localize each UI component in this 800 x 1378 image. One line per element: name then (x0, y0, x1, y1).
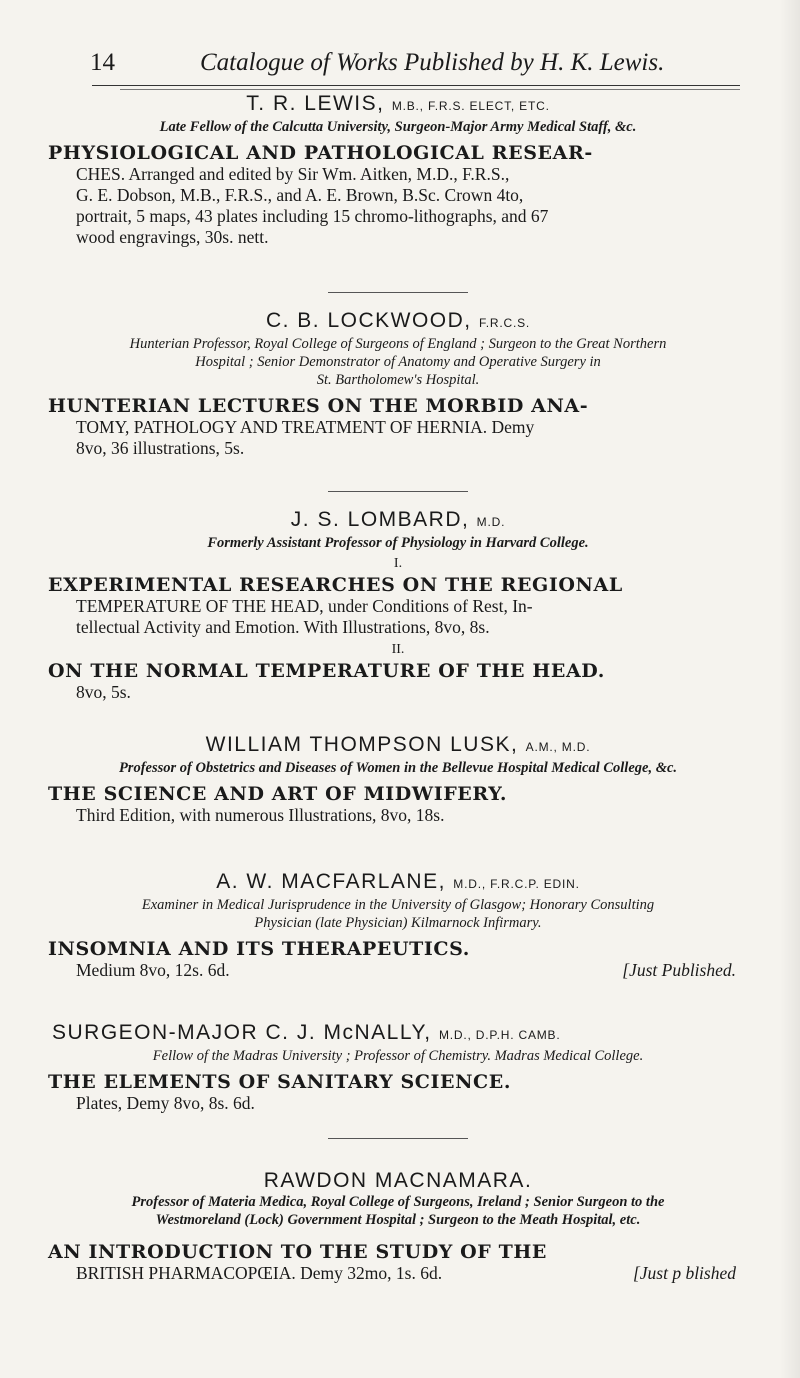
author-degrees: M.D., D.P.H. CAMB. (438, 1028, 561, 1042)
book-description (48, 682, 748, 703)
catalogue-content (48, 92, 748, 1284)
author-name: T. R. LEWIS, (246, 92, 385, 115)
author-affiliation (52, 896, 744, 932)
book-title: INSOMNIA AND ITS THERAPEUTICS. (48, 938, 470, 960)
affiliation-line: Physician (late Physician) Kilmarnock Infirmary. (254, 915, 542, 931)
author-affiliation: Professor of Obstetrics and Diseases of Women in the Bellevue Hospital Medical College, &c. (118, 760, 678, 776)
author-degrees: M.B., F.R.S. ELECT, ETC. (391, 99, 550, 113)
description-line: 8vo, 36 illustrations, 5s. (76, 438, 245, 458)
description-line: G. E. Dobson, M.B., F.R.S., and A. E. Brown, B.Sc. Crown 4to, (76, 185, 524, 205)
book-title: PHYSIOLOGICAL AND PATHOLOGICAL RESEAR- (48, 142, 593, 164)
book-title: HUNTERIAN LECTURES ON THE MORBID ANA- (48, 395, 589, 417)
book-description (48, 960, 748, 981)
author-name: A. W. MACFARLANE, (216, 870, 446, 893)
author-name: RAWDON MACNAMARA. (263, 1169, 533, 1192)
catalogue-entry-lusk (48, 733, 748, 826)
affiliation-line: Examiner in Medical Jurisprudence in the University of Glasgow; Honorary Consulting (141, 897, 655, 913)
description-line: CHES. Arranged and edited by Sir Wm. Aitken, M.D., F.R.S., (76, 164, 510, 184)
entry-separator (328, 491, 468, 492)
author-affiliation: Late Fellow of the Calcutta University, Surgeon-Major Army Medical Staff, &c. (159, 119, 637, 135)
author-heading (48, 92, 748, 118)
description-line: TOMY, PATHOLOGY AND TREATMENT OF HERNIA. Demy (76, 417, 535, 437)
affiliation-line: St. Bartholomew's Hospital. (316, 372, 480, 388)
author-affiliation (52, 335, 744, 389)
description-line: Plates, Demy 8vo, 8s. 6d. (76, 1093, 255, 1113)
book-description (48, 1263, 748, 1284)
catalogue-entry-macfarlane (48, 870, 748, 981)
catalogue-entry-macnamara (48, 1169, 748, 1284)
description-line: wood engravings, 30s. nett. (76, 227, 269, 247)
author-degrees: M.D. (476, 515, 506, 529)
description-line: BRITISH PHARMACOPŒIA. Demy 32mo, 1s. 6d. (76, 1263, 443, 1283)
publication-note: [Just Published. (622, 960, 736, 980)
header-rule (92, 85, 740, 86)
book-title: THE SCIENCE AND ART OF MIDWIFERY. (48, 783, 508, 805)
page-number: 14 (90, 49, 115, 76)
book-title: EXPERIMENTAL RESEARCHES ON THE REGIONAL (48, 574, 623, 596)
description-line: Medium 8vo, 12s. 6d. (76, 960, 230, 980)
affiliation-line: Hospital ; Senior Demonstrator of Anatomy and Operative Surgery in (195, 354, 601, 370)
author-heading (48, 309, 748, 335)
affiliation-line: Westmoreland (Lock) Government Hospital ; Surgeon to the Meath Hospital, etc. (155, 1212, 641, 1228)
work-numeral: I. (393, 556, 403, 571)
author-affiliation: Formerly Assistant Professor of Physiology in Harvard College. (207, 535, 589, 551)
author-degrees: F.R.C.S. (478, 316, 531, 330)
book-description (48, 164, 748, 248)
book-title: THE ELEMENTS OF SANITARY SCIENCE. (48, 1071, 512, 1093)
book-description (48, 596, 748, 638)
book-description (48, 1093, 748, 1114)
description-line: portrait, 5 maps, 43 plates including 15 chromo-lithographs, and 67 (76, 206, 549, 226)
book-description (48, 417, 748, 459)
description-line: tellectual Activity and Emotion. With Illustrations, 8vo, 8s. (76, 617, 490, 637)
book-title: ON THE NORMAL TEMPERATURE OF THE HEAD. (48, 660, 605, 682)
catalogue-entry-mcnally (48, 1021, 748, 1114)
author-affiliation (52, 1193, 744, 1229)
description-line: TEMPERATURE OF THE HEAD, under Conditions of Rest, In- (76, 596, 533, 616)
author-heading (48, 508, 748, 534)
page-title: Catalogue of Works Published by H. K. Lewis. (200, 49, 665, 76)
description-line: 8vo, 5s. (76, 682, 131, 702)
author-heading (48, 1169, 748, 1193)
author-degrees: M.D., F.R.C.P. EDIN. (453, 877, 580, 891)
author-heading (48, 733, 748, 759)
book-description (48, 805, 748, 826)
catalogue-entry-lewis (48, 92, 748, 248)
author-heading (48, 870, 748, 896)
work-numeral: II. (391, 642, 405, 657)
author-affiliation: Fellow of the Madras University ; Professor of Chemistry. Madras Medical College. (152, 1048, 644, 1064)
affiliation-line: Professor of Materia Medica, Royal College of Surgeons, Ireland ; Senior Surgeon to the (131, 1194, 665, 1210)
page-edge-shadow (780, 0, 800, 1378)
entry-separator (328, 1138, 468, 1139)
author-name: C. B. LOCKWOOD, (265, 309, 472, 332)
entry-separator (328, 292, 468, 293)
catalogue-entry-lockwood (48, 309, 748, 459)
header-rule-secondary (120, 89, 740, 90)
author-heading (48, 1021, 748, 1047)
author-name: J. S. LOMBARD, (290, 508, 470, 531)
affiliation-line: Hunterian Professor, Royal College of Surgeons of England ; Surgeon to the Great Northern (129, 336, 667, 352)
author-name: WILLIAM THOMPSON LUSK, (205, 733, 519, 756)
author-degrees: A.M., M.D. (525, 740, 591, 754)
author-name: SURGEON-MAJOR C. J. McNALLY, (52, 1021, 432, 1044)
publication-note: [Just p blished (632, 1263, 736, 1283)
description-line: Third Edition, with numerous Illustrations, 8vo, 18s. (76, 805, 445, 825)
book-title: AN INTRODUCTION TO THE STUDY OF THE (48, 1241, 547, 1263)
catalogue-entry-lombard (48, 508, 748, 703)
